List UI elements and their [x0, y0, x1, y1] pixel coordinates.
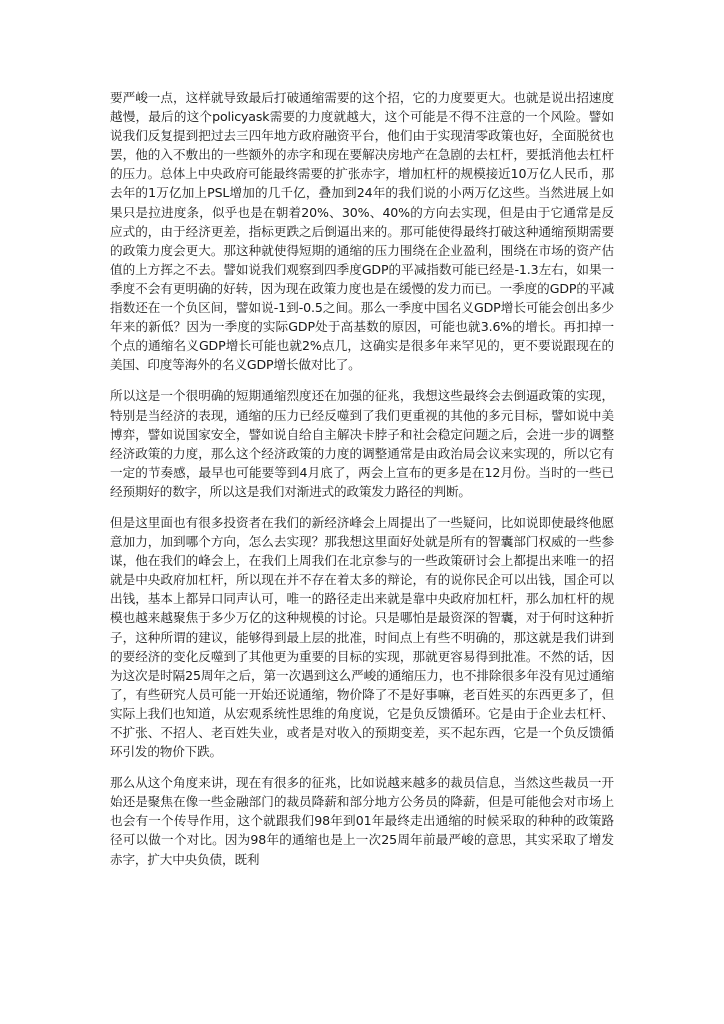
paragraph-3: 但是这里面也有很多投资者在我们的新经济峰会上周提出了一些疑问，比如说即使最终他愿意加力，加到哪个方向，怎么去实现？那我想这里面好处就是所有的智囊部门权威的一些参谋，他在我们的峰会上，在我们上周我们在北京参与的一些政策研讨会上都提出来唯一的招就是中央政府加杠杆，所以现在并不存在着太多的辩论，有的说你民企可以出钱，国企可以出钱，基本上都异口同声认可，唯一的路径走出来就是靠中央政府加杠杆，那么加杠杆的规模也越来越聚焦于多少万亿的这种规模的讨论。只是哪怕是最资深的智囊，对于何时这种折子，这种所谓的建议，能够得到最上层的批准，时间点上有些不明确的，那这就是我们讲到的要经济的变化反噬到了其他更为重要的目标的实现，那就更容易得到批准。不然的话，因为这次是时隔25周年之后，第一次遇到这么严峻的通缩压力，也不排除很多年没有见过通缩了，有些研究人员可能一开始还说通缩，物价降了不是好事嘛，老百姓买的东西更多了，但实际上我们也知道，从宏观系统性思维的角度说，它是负反馈循环。它是由于企业去杠杆、不扩张、不招人、老百姓失业，或者是对收入的预期变差，买不起东西，它是一个负反馈循环引发的物价下跌。: [110, 514, 614, 760]
document-body: [110, 88, 614, 881]
paragraph-2: 所以这是一个很明确的短期通缩烈度还在加强的征兆，我想这些最终会去倒逼政策的实现，特别是当经济的表现，通缩的压力已经反噬到了我们更重视的其他的多元目标，譬如说中美博弈，譬如说国家安全，譬如说自给自主解决卡脖子和社会稳定问题之后，会进一步的调整经济政策的力度，那么这个经济政策的力度的调整通常是由政治局会议来实现的，所以它有一定的节奏感，最早也可能要等到4月底了，两会上宣布的更多是在12月份。当时的一些已经预期好的数字，所以这是我们对渐进式的政策发力路径的判断。: [110, 388, 614, 499]
paragraph-1: 要严峻一点，这样就导致最后打破通缩需要的这个招，它的力度要更大。也就是说出招速度越慢，最后的这个policyask需要的力度就越大，这个可能是不得不注意的一个风险。譬如说我们反复提到把过去三四年地方政府融资平台，他们由于实现清零政策也好，全面脱贫也罢，他的入不敷出的一些额外的赤字和现在要解决房地产在急剧的去杠杆，要抵消他去杠杆的压力。总体上中央政府可能最终需要的扩张赤字，增加杠杆的规模接近10万亿人民币，那去年的1万亿加上PSL增加的几千亿，叠加到24年的我们说的小两万亿这些。当然进展上如果只是拉进度条，似乎也是在朝着20%、30%、40%的方向去实现，但是由于它通常是反应式的，由于经济更差，指标更跌之后倒逼出来的。那可能使得最终打破这种通缩预期需要的政策力度会更大。那这种就使得短期的通缩的压力围绕在企业盈利，围绕在市场的资产估值的上方挥之不去。譬如说我们观察到四季度GDP的平减指数可能已经是-1.3左右，如果一季度不会有更明确的好转，因为现在政策力度也是在缓慢的发力而已。一季度的GDP的平减指数还在一个负区间，譬如说-1到-0.5之间。那么一季度中国名义GDP增长可能会创出多少年来的新低？因为一季度的实际GDP处于高基数的原因，可能也就3.6%的增长。再扣掉一个点的通缩名义GDP增长可能也就2%点几，这确实是很多年来罕见的，更不要说跟现在的美国、印度等海外的名义GDP增长做对比了。: [110, 90, 614, 373]
paragraph-4: 那么从这个角度来讲，现在有很多的征兆，比如说越来越多的裁员信息，当然这些裁员一开始还是聚焦在像一些金融部门的裁员降薪和部分地方公务员的降薪，但是可能他会对市场上也会有一个传导作用，这个就跟我们98年到01年最终走出通缩的时候采取的种种的政策路径可以做一个对比。因为98年的通缩也是上一次25周年前最严峻的意思，其实采取了增发赤字，扩大中央负债，既利: [110, 775, 614, 867]
